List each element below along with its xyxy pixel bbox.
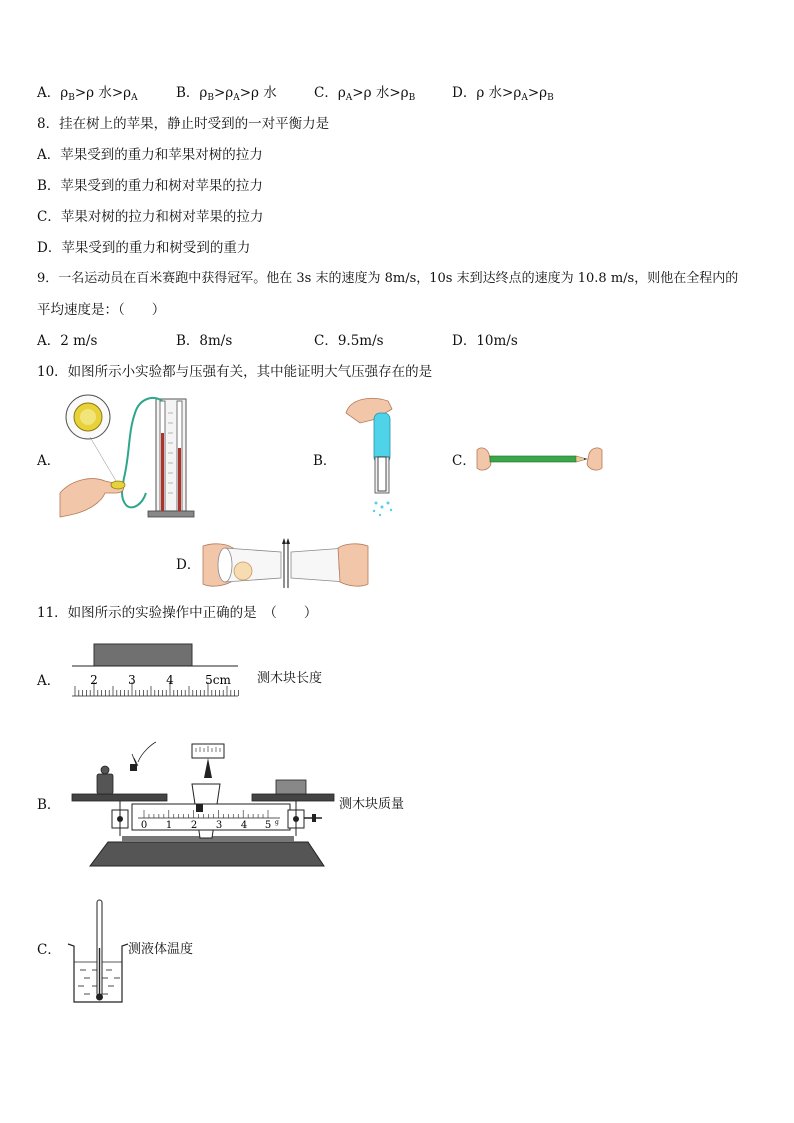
q11-b-caption: 测木块质量 bbox=[339, 797, 405, 812]
q9-stem-line1: 9．一名运动员在百米赛跑中获得冠军。他在 3s 末的速度为 8m/s，10s 末到达终点的速度为 10.8 m/s，则他在全程内的 bbox=[37, 271, 739, 286]
q11-label-c: C． bbox=[37, 942, 61, 958]
inverted-tube-figure bbox=[336, 395, 396, 520]
ruler-label-3: 3 bbox=[128, 673, 136, 687]
beam-label-1: 1 bbox=[165, 820, 173, 831]
pressure-gauge-manometer-figure bbox=[60, 393, 195, 523]
balance-scale-figure bbox=[72, 738, 327, 866]
ruler-label-2: 2 bbox=[90, 673, 98, 687]
q8-option-a: A．苹果受到的重力和苹果对树的拉力 bbox=[37, 147, 263, 163]
beam-label-2: 2 bbox=[190, 820, 198, 831]
q9-stem-line2: 平均速度是：（ ） bbox=[37, 302, 166, 318]
q9-option-a: A．2 m/s bbox=[37, 333, 98, 349]
q10-label-c: C． bbox=[452, 453, 476, 469]
ruler-label-5cm: 5cm bbox=[205, 673, 231, 687]
q7-option-c: C．$\rho_A>\rho$ 水$>\rho_B$ bbox=[314, 85, 416, 103]
q11-a-caption: 测木块长度 bbox=[257, 671, 323, 686]
q11-label-b: B． bbox=[37, 797, 61, 813]
q8-stem: 8．挂在树上的苹果，静止时受到的一对平衡力是 bbox=[37, 116, 330, 132]
q10-label-b: B． bbox=[313, 453, 337, 469]
beam-label-3: 3 bbox=[215, 820, 223, 831]
q8-option-d: D．苹果受到的重力和树受到的重力 bbox=[37, 240, 251, 256]
beam-label-5: 5 bbox=[264, 820, 272, 831]
q7-option-a: A．$\rho_B>\rho$ 水$>\rho_A$ bbox=[37, 85, 138, 103]
beam-unit-g: g bbox=[275, 819, 279, 826]
q9-option-d: D．10m/s bbox=[452, 333, 518, 349]
beam-label-4: 4 bbox=[240, 820, 248, 831]
wooden-block bbox=[94, 644, 192, 666]
q8-option-c: C．苹果对树的拉力和树对苹果的拉力 bbox=[37, 209, 264, 225]
q11-c-caption: 测液体温度 bbox=[128, 942, 194, 957]
q10-label-d: D． bbox=[176, 557, 201, 573]
q7-option-b: B．$\rho_B>\rho_A>\rho$ 水 bbox=[176, 85, 277, 103]
pencil-between-fingers-figure bbox=[477, 446, 602, 474]
two-cups-ball-figure bbox=[203, 538, 368, 593]
q11-stem: 11．如图所示的实验操作中正确的是 （ ） bbox=[37, 605, 318, 621]
ruler-block-figure bbox=[70, 640, 240, 715]
ruler-label-4: 4 bbox=[166, 673, 174, 687]
beam-label-0: 0 bbox=[140, 820, 148, 831]
q9-option-b: B．8m/s bbox=[176, 333, 233, 349]
q10-label-a: A． bbox=[37, 453, 61, 469]
q11-label-a: A． bbox=[37, 673, 61, 689]
q9-option-c: C．9.5m/s bbox=[314, 333, 384, 349]
q8-option-b: B．苹果受到的重力和树对苹果的拉力 bbox=[37, 178, 263, 194]
q10-stem: 10．如图所示小实验都与压强有关，其中能证明大气压强存在的是 bbox=[37, 364, 433, 380]
q7-option-d: D．ρ 水$>\rho_A>\rho_B$ bbox=[452, 85, 554, 103]
beaker-thermometer-figure bbox=[66, 898, 128, 1006]
